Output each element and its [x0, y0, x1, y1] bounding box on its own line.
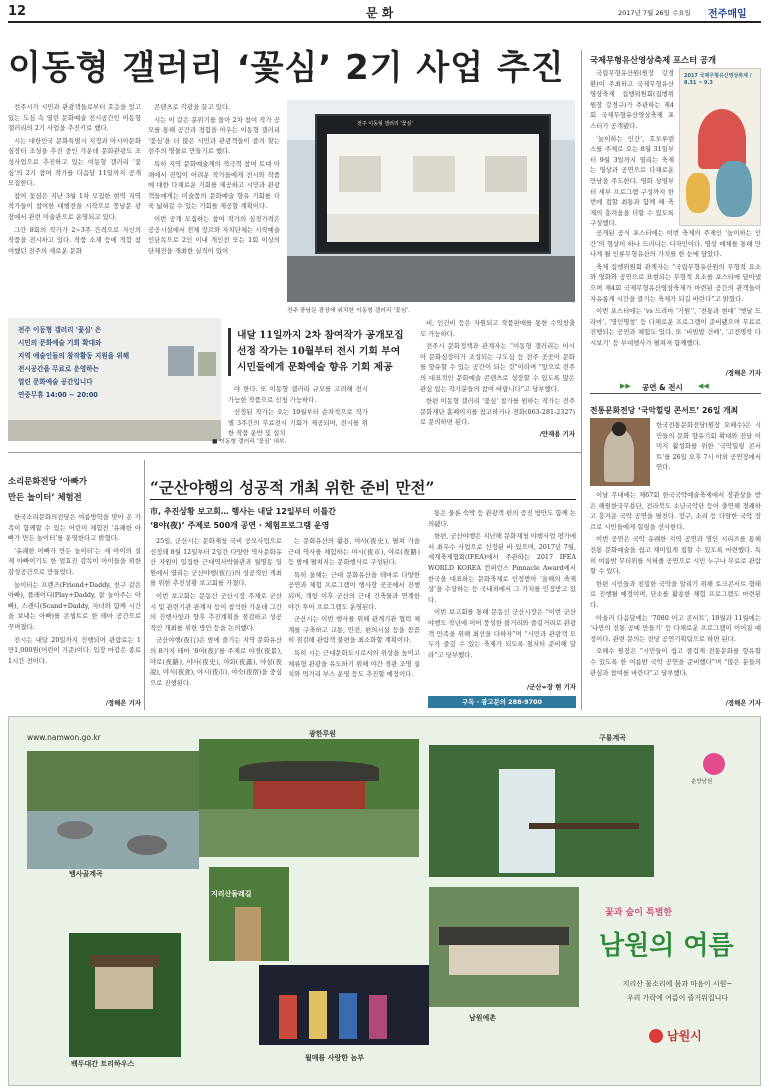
wolmae-photo [259, 965, 429, 1045]
paragraph: 시는 이 같은 분위기를 몰아 2차 참여 작가 공모를 통해 공간과 경험을 아우는 이동형 갤러리 ‘꽃심’을 더 많은 시민과 관광객들이 즐겨 찾는 전주의 명물로 만들기로 했다. [148, 115, 280, 156]
ad-tagline-1: 지리산 물소리에 몸과 마음이 시원~ [622, 980, 733, 988]
main-article-col3 [420, 318, 575, 426]
label-baeksaegol: 뱀사골계곡 [69, 870, 103, 878]
poster-figure [686, 173, 710, 213]
perf-byline: /정해은 기자 [725, 699, 761, 707]
brand-tag: 춘향남원 [691, 779, 713, 785]
paragraph: 는 문화유산의 활용, 야사(夜史), 펼쳐 가을 근대 역사를 체험하는 야시(夜市), 야로(夜路) 등 밤에 펼쳐지는 문화행사로 구성된다. [288, 537, 420, 567]
label-gwanghallu: 광한루원 [309, 730, 337, 738]
paragraph: 시는 대한민국 문화특별시 지정과 아시아문화 심장터 조성을 추진 중인 가운데 문화관광도 조성사업으로 추진하고 있는 이동형 갤러리 ‘꽃심’의 2기 참여 작가를 다음달 11일까지 공개 모집한다. [8, 136, 141, 188]
paragraph: 전시는 내달 20일까지 진행되며 관람료는 1만1,000원(어린이 기준)이다. 입장 마감은 종료 1시간 전이다. [8, 635, 141, 665]
paragraph: ‘유쾌한 아빠가 만든 놀이터’는 세 아이의 실제 아빠이기도 한 엄효진 감독이 아이들을 위한 감성공간으로 만들었다. [8, 546, 141, 576]
paragraph: 아울러 다음달에는 ‘7080 어고 콘서트’, 10월과 11월에는 ‘나만의 전통 공예 만들기’ 등 다채로운 프로그램이 이어질 예정이다. 관련 문의는 전당 공연기획팀으로 하면 된다. [590, 613, 761, 643]
ad-url[interactable]: www.namwon.go.kr [27, 733, 101, 742]
paragraph: 25일, 군산시는 문화재청 국비 공모사업으로 선정돼 8월 12일부터 2일간 다양한 역사문화유산 자원이 밀집한 근대역사박물관과 월명동 일원에서 열리는 군산야행(夜行)의 성공적인 개최를 위한 추진상황 보고회를 가졌다. [150, 537, 282, 588]
main-subheads [228, 328, 404, 376]
brand-mark [687, 753, 747, 789]
section-divider [8, 452, 581, 453]
paper-name: 전주매일 [708, 9, 747, 20]
event-headline: “군산야행의 성공적 개최 위한 준비 만전” [150, 478, 435, 497]
gwanghallu-photo [199, 739, 419, 857]
paragraph: 특히 올해는 근대 문화유산을 테마로 다양한 공연과 체험 프로그램이 행사장 곳곳에서 진행되며, 개항 이후 군산의 근대 건축물과 연계한 야간 투어 프로그램도 운영된다. [288, 570, 420, 611]
paragraph: 참여 꽃심은 지난 3월 1차 모집한 현역 지역 작가들이 참여한 대행전을 시작으로 풍남문 광장에서 관련 미술관으로 운영되고 있다. [8, 191, 141, 221]
event-subhead-1: 市, 추진상황 보고회… 행사는 내달 12일부터 이틀간 [150, 507, 336, 516]
photo2-caption: ■ 이동형 갤러리 ‘꽃심’ 내부. [212, 439, 287, 445]
performance-photo [590, 418, 650, 486]
main-article-col2 [148, 102, 280, 310]
paragraph: 공개된 공식 포스터에는 이번 축제의 주제인 ‘놀이하는 인간’의 형상이 하나 드러나는 디자인이다. 영상 매체를 통해 만나게 될 인류무형유산의 가치를 한 눈에 담았다. [590, 229, 761, 259]
gurryong-photo [429, 745, 654, 877]
paragraph: 한편, 군산야행은 지난해 문화재청 야행사업 평가에서 최우수 사업으로 선정된 바 있으며, 2017년 7월, 세계축제협회(IFEA)에서 주관하는 2017 IFEA WORLD KOREA 컨퍼런스 Pinnacle Award에서 한국을 대표하는 문화축제로 인정받아 ‘올해의 축제 상’을 수상하는 등 국내외에서 그 가치를 인정받고 있다. [428, 532, 576, 604]
paragraph: 선정된 작가는 오는 10월부터 순차적으로 작가별 3주간의 무료전시 기회가 제공되며, 전시를 위한 작품 운반 및 설치 [228, 408, 368, 438]
issue-date: 2017년 7월 26일 수요일 [618, 9, 691, 17]
interior-artwork [198, 352, 216, 376]
paragraph: 놀이터는 프렌즈(Friend+Daddy, 친구 같은 아빠), 플레이디(Play+Daddy, 잘 놀아주는 아빠), 스캔디(Scand+Daddy, 자녀와 함께 시간을 보내는 아빠)를 콘셉트로 한 테마 공간으로 꾸며졌다. [8, 580, 141, 631]
paragraph: ‘놀이하는 인간’, 호모루덴스를 주제로 오는 8월 31일부터 9월 3일까지 열리는 축제는 영상과 공연으로 다채로운 만남을 주도한다. 영화 상영부터 세부 프로그램 구성까지 한번에 접할 최통과 함께 해 축제의 흥겨움을 더할 수 있도록 구성했다. [590, 134, 674, 228]
interior-sign: 전주 이동형 갤러리 '꽃심' 은 시민의 문화예술 기회 확대와 지역 예술인들의 창작활동 지원을 위해 전시공간을 무료로 운영하는 열린 문화예술 공간입니다 연중무휴 14:00 ~ 20:00 [18, 326, 130, 399]
paragraph: 이번 보고회는 문동신 군산시장 주재로 군산시 및 관련기관 관계자 등이 참석한 가운데 그간의 진행사항과 향후 추진계획을 점검하고 성공적인 개최를 위한 방안 등을 논의했다. [150, 591, 282, 632]
paragraph: 이번 보고회를 통해 문동신 군산시장은 “이번 군산야행도 작년에 이어 풍성한 볼거리와 즐길거리로 관광객 만족을 위해 최선을 다하자”며 “시민과 관광객 모두가 즐길 수 있는 축제가 되도록 철저히 준비해 달라”고 당부했다. [428, 608, 577, 659]
event-subhead-2: ‘8야(夜)’ 주제로 500개 공연 · 체험프로그램 운영 [150, 521, 330, 530]
paragraph: 콘텐츠로 각광을 끌고 있다. [154, 103, 231, 111]
header-rule [8, 21, 761, 23]
event-col2 [288, 536, 420, 706]
gallery-interior-photo [8, 318, 221, 441]
pavilion-roof [239, 761, 379, 781]
paragraph: 이번 공연은 국악 유쾌한 지역 공연과 명인 시리즈를 통해 전통 문화예술을 쉽고 재미있게 접할 수 있도록 마련했다. 특히 여름밤 무더위를 식혀줄 공연으로 시민 누구나 무료로 관람할 수 있다. [590, 535, 761, 576]
main-byline: /안재용 기자 [539, 430, 575, 438]
label-namwonyechon: 남원예촌 [469, 1014, 497, 1022]
paragraph: 국립무형유산원(원장 강경환)이 주최하고 국제무형유산영상축제 집행위원회(집행위원장 강경구)가 주관하는 제4회 국제무형유산영상축제 포스터가 공개됐다. [590, 69, 674, 130]
festival-poster-image [679, 68, 761, 226]
event-headline-rule [150, 499, 576, 500]
ad-tagline-2: 우리 가락에 여름이 즐거워집니다 [626, 994, 729, 1002]
gallery-exterior-photo [287, 100, 575, 302]
slogan-small: 꽃과 숲이 특별한 [605, 908, 673, 918]
slogan-big: 남원의 여름 [599, 931, 734, 961]
paragraph: 그간 8회의 작가가 2~3주 간격으로 자신의 작품을 전시하고 있다. 작품 소재 등에 적합 참여했던 전주의 새로운 문화 [8, 225, 141, 255]
paragraph: 이번 포스터에는 ‘vs 드라마 ’기원’’, ‘전통과 현대’ ‘옛날 드라마’, ‘명인명창’ 등 다채로운 프로그램이 준비됐으며 무료로 진행되는 공연과 체험도 있다. 또 ‘비빔밥 건배’, ‘고전명작 다시보기’ 등 부대행사가 펼쳐져 함께했다. [590, 307, 761, 347]
subhead-line: 선정 작가는 10월부터 전시 기회 부여 [237, 346, 401, 357]
left-article-byline: /정해은 기자 [105, 699, 141, 707]
label-gurryong: 구룡계곡 [599, 734, 627, 742]
paragraph: 특히 지역 문화예술계의 적극적 참여 토대 아래에서 진입이 어려운 작가들에게 전시와 작품에 대한 다채로운 기회를 제공하고 시민과 관광객들에게는 미술품의 문화예술 향유 기회를 더욱 넓혀갈 수 있는 기회를 제공할 계획이다. [148, 159, 280, 211]
perf-text [590, 490, 761, 696]
city-logo-icon [649, 1029, 663, 1043]
performer-figure [604, 430, 634, 482]
paragraph: 한편 시민들과 친밀한 국악을 알리기 위해 토크콘서트 형태로 진행될 예정이며, 단소를 활용한 체험 프로그램도 마련된다. [590, 579, 761, 609]
city-logo-text: 남원시 [667, 1029, 702, 1043]
main-headline: 이동형 갤러리 ‘꽃심’ 2기 사업 추진 [8, 48, 565, 88]
paragraph: 전주시가 시민과 관광객들로부터 호응을 얻고 있는 도심 속 열린 문화예술 전시공간인 이동형 갤러리의 2기 사업을 추진키로 했다. [8, 103, 141, 133]
paragraph: 전주시 문화정책과 관계자는 “이동형 갤러리는 아시아 문화심장터가 조성되는 구도심 등 전주 곳곳이 문화를 향유할 수 있는 공간이 되는 것”이라며 “앞으로 전주의 대표적인 문화예술 콘텐츠로 성장할 수 있도록 많은 관심 있는 작가분들의 참여 바랍니다”고 당부했다. [420, 342, 575, 393]
perf-intro: 한국전통문화전당(원장 오해수)은 시민들의 문화 향유기회 확대와 전당 이미지 활성화를 위한 ‘국악힐링 콘서트’를 26일 오후 7시 야외 공연장에서 연다. [656, 421, 761, 472]
poster-figure [716, 161, 752, 217]
paragraph: 축제 집행위원회 관계자는 “국립무형유산원의 무형적 요소와 영화와 공연으로 표현되는 무형적 요소를 포스터에 담아냈으며 제4회 국제무형유산영상축제가 마련된 공간의 관객들이 자유롭게 시간을 즐기는 축제가 되길 바란다”고 밝혔다. [590, 262, 761, 303]
container-sign: 전주 이동형 갤러리 '꽃심' [357, 121, 413, 127]
paragraph: 야 한다. 또 이동형 갤러리 규모를 고려해 전시 가능한 작품으로 신청 가능하다. [228, 385, 368, 404]
paragraph: 한편 이동형 갤러리 ‘꽃심’ 참가를 원하는 작가는 전주문화재단 홈페이지를 참고하거나 전화(063-281-2327)로 문의하면 된다. [420, 397, 575, 427]
photo1-caption: 전주 풍남문 광장에 위치한 이동형 갤러리 ‘꽃심’. [287, 308, 410, 314]
container-window [327, 134, 539, 242]
event-col1 [150, 536, 282, 706]
event-col3 [428, 508, 576, 680]
baeksaegol-photo [27, 751, 199, 869]
paragraph: 한국소리문화의전당은 여름방학을 맞아 온 가족이 함께할 수 있는 어린이 체험전 ‘유쾌한 아빠가 만든 놀이터’를 운영한다고 밝혔다. [8, 513, 141, 543]
rock [127, 835, 167, 855]
pavilion-body [253, 781, 365, 809]
interior-artwork [168, 346, 194, 376]
bridge [529, 823, 639, 829]
page-header [8, 4, 761, 22]
brand-flower-icon [703, 753, 725, 775]
paragraph: 오해수 원장은 “시민들이 쉽고 즐겁게 전통문화를 향유할 수 있도록 한 여름밤 국악 공연을 준비했다”며 “많은 분들의 관심과 참여를 바란다”고 당부했다. [590, 647, 761, 677]
paragraph: 군산야행(夜行)은 밤에 즐기는 지역 문화유산의 8가지 테마 ‘8야(夜)’를 주제로 야경(夜景), 야로(夜路), 야사(夜史), 야화(夜畵), 야설(夜說), 야식(夜食), 야시(夜市), 야숙(夜宿)을 중심으로 진행된다. [150, 636, 282, 687]
main-article-col2-tail [228, 384, 368, 436]
poster-title: 2017 국제무형유산영상축제 / 8.31 ~ 9.3 [684, 73, 752, 86]
namwon-advertisement [8, 716, 761, 1086]
rewind-icon: ◀◀ [698, 382, 709, 390]
subscription-ad-bar: 구독 · 광고문의 288-9700 [428, 696, 576, 708]
paragraph: 이번 공개 모집하는 참여 작가의 심경가격은 공공시설에서 전체 장르와 자치단체는 시작예술인단독으로 2인 이내 개인전 또는 1회 이상의 단체전을 개최한 실적이 있어 [148, 214, 280, 255]
paragraph: 비, 인건비 등은 자원되고 작품판매를 통한 수익창출도 가능하다. [420, 319, 575, 338]
column-divider [581, 50, 582, 710]
paragraph: 특히 시는 근대문화도시로서의 위상을 높이고 체류형 관광을 유도하기 위해 야간 경관 조명 설치와 먹거리 부스 운영 등도 추진할 예정이다. [288, 648, 420, 679]
poster-text-full [590, 228, 761, 347]
caption-bullet-icon: ■ [212, 439, 220, 445]
column-divider [144, 460, 145, 710]
perf-headline: 전통문화전당 ‘국악힐링 콘서트’ 26일 개최 [590, 406, 739, 415]
subhead-line: 시민들에게 문화예술 향유 기회 제공 [237, 362, 393, 373]
rock [57, 821, 93, 839]
interior-floor [8, 420, 221, 441]
poster-text-col [590, 68, 674, 226]
poster-headline: 국제무형유산영상축제 포스터 공개 [590, 55, 717, 65]
perf-section-label [590, 382, 761, 394]
ground [287, 256, 575, 302]
paragraph: 이날 무대에는 제67회 한국국악예술축제에서 장관상을 받은 해원한국무용단, 전라북도 소년국악단 등이 출연해 경쾌하고 흥겨운 국악 공연을 펼친다. 장구, 소리 등 다양한 국악 장르로 시민들에게 힐링을 선사한다. [590, 491, 761, 531]
play-icon: ▶▶ [620, 382, 631, 390]
left-article-text [8, 512, 141, 696]
label-baekdu: 백두대간 트리하우스 [71, 1060, 135, 1068]
subhead-line: 내달 11일까지 2차 참여작가 공개모집 [237, 330, 404, 341]
namwonyechon-photo [429, 887, 579, 1007]
section-label-text: 공연 & 전시 [642, 383, 683, 392]
paragraph: 통은 물론 숙박 등 관광객 편의 증진 방안도 함께 논의됐다. [428, 509, 576, 528]
poster-figure [698, 109, 746, 169]
paragraph: 군산시는 이번 행사를 위해 관계기관 협력 체계를 구축하고 교통, 안전, 편의시설 등을 꼼꼼히 점검해 관람객 불편을 최소화할 계획이다. [288, 615, 420, 645]
treehouse-photo [69, 933, 181, 1057]
label-jirisan: 지리산둘레길 [211, 890, 252, 898]
main-article-col1 [8, 102, 141, 310]
jirisan-photo [209, 867, 289, 961]
poster-byline: /정해은 기자 [725, 369, 761, 377]
left-article-headline: 소리문화전당 ‘아빠가 만든 놀이터’ 체험전 [8, 476, 87, 502]
section-name: 문 화 [366, 6, 394, 20]
page-number: 12 [8, 4, 27, 19]
label-wolmae: 월매를 사랑한 놈부 [305, 1054, 364, 1062]
event-byline: /군산=장 현 기자 [526, 683, 576, 691]
performer-head [612, 422, 626, 436]
